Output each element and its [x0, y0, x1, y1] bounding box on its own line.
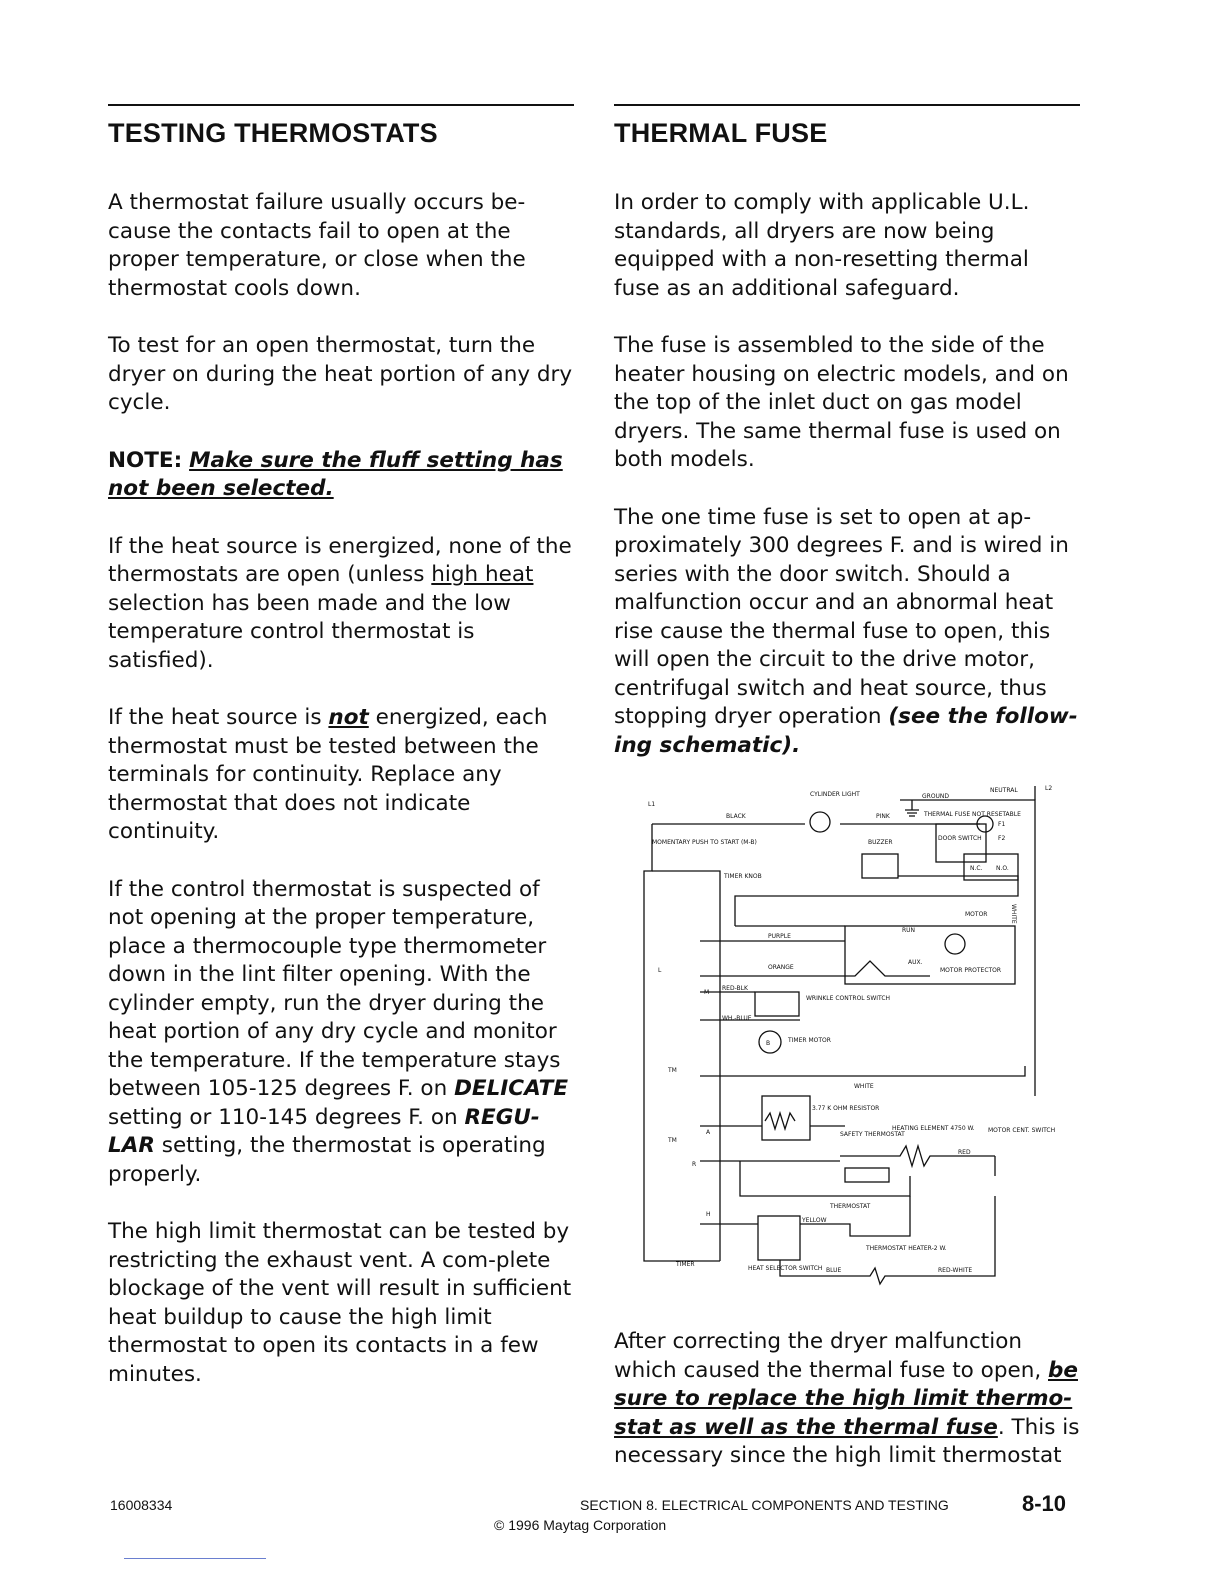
page-number: 8-10: [1022, 1491, 1067, 1516]
high-heat-text: high heat: [431, 562, 534, 587]
label-safety-thermostat: SAFETY THERMOSTAT: [840, 1131, 905, 1138]
wire-left-rail: [644, 824, 720, 1261]
label-aux: AUX.: [908, 959, 923, 966]
rp4-text-a: After correcting the dryer malfunction which caused the thermal fuse to open,: [614, 1329, 1048, 1383]
ground-icon: [905, 800, 919, 816]
rp4-text-b: . This is necessary since the high limit thermostat: [614, 1414, 1080, 1468]
label-r: R: [692, 1161, 697, 1168]
testing-thermostats-heading: TESTING THERMOSTATS: [108, 118, 438, 148]
bottom-rule: [124, 1558, 266, 1559]
cylinder-light-icon: [810, 812, 830, 832]
label-motor-cent-switch: MOTOR CENT. SWITCH: [988, 1127, 1056, 1134]
right-column: [614, 104, 1080, 760]
left-paragraph-5: [108, 876, 574, 1190]
copyright: © 1996 Maytag Corporation: [494, 1517, 667, 1533]
label-timer-knob: TIMER KNOB: [724, 873, 762, 880]
p5-text-c: setting, the thermostat is operating properly.: [108, 1133, 546, 1187]
label-f2: F2: [998, 835, 1006, 842]
label-neutral: NEUTRAL: [990, 787, 1018, 794]
label-nc: N.C.: [970, 865, 983, 872]
label-run: RUN: [902, 927, 916, 934]
label-a: A: [706, 1129, 711, 1136]
right-paragraph-2: The fuse is assembled to the side of the heater housing on electric models, and on the top of the inlet duct on gas model dryers. The same thermal fuse is used on both models.: [614, 333, 1069, 472]
label-white-vertical: WHITE: [1010, 904, 1017, 924]
label-thermal-fuse: THERMAL FUSE NOT RESETABLE: [924, 811, 1021, 818]
left-paragraph-6: The high limit thermostat can be tested by restricting the exhaust vent. A com-plete blockage of the vent will result in sufficient heat buildup to cause the high limit thermostat to open its contacts in a few minutes.: [108, 1219, 572, 1387]
note-text: Make sure the fluff setting has not been selected.: [108, 447, 563, 501]
label-tm-1: TM: [668, 1067, 677, 1074]
doc-number: 16008334: [110, 1497, 173, 1513]
thermal-fuse-heading: THERMAL FUSE: [614, 118, 828, 148]
p5-text-b: setting or 110-145 degrees F. on: [108, 1104, 465, 1130]
label-red-blk: RED-BLK: [722, 985, 748, 992]
right-column-lower: [614, 1328, 1080, 1471]
label-timer-motor: TIMER MOTOR: [788, 1037, 831, 1044]
left-column: [108, 104, 574, 1389]
label-red-white: RED-WHITE: [938, 1267, 973, 1274]
right-paragraph-3: [614, 504, 1080, 761]
not-emphasis: not: [328, 705, 369, 730]
heating-element: [840, 1146, 995, 1166]
label-l: L: [658, 967, 662, 974]
label-f1: F1: [998, 821, 1006, 828]
label-heating-element: HEATING ELEMENT 4750 W.: [892, 1125, 975, 1132]
p4-text-b: energized, each thermostat must be tested between the terminals for continuity. Replace any thermostat that does not indicate continuity.: [108, 705, 548, 844]
left-paragraph-4: [108, 704, 574, 847]
label-thermostat-heater: THERMOSTAT HEATER-2 W.: [866, 1245, 947, 1252]
replace-emphasis: be sure to replace the high limit thermo-stat as well as the thermal fuse: [614, 1357, 1078, 1440]
left-paragraph-3: [108, 533, 574, 676]
see-schematic-emphasis: (see the follow-ing schematic).: [614, 704, 1078, 758]
label-m: M: [704, 989, 710, 996]
label-wrinkle-control: WRINKLE CONTROL SWITCH: [806, 995, 891, 1002]
label-pink: PINK: [876, 813, 890, 820]
label-cylinder-light: CYLINDER LIGHT: [810, 791, 860, 798]
label-white: WHITE: [854, 1083, 874, 1090]
p5-text-a: If the control thermostat is suspected of not opening at the proper temperature, place a thermocouple type thermometer down in the lint filter opening. With the cylinder empty, run the dryer during the heat portion of any dry cycle and monitor the temperature. If the temperature stays between 105-125 degrees F. on: [108, 876, 561, 1101]
right-heading-rule: [614, 104, 1080, 106]
label-tm-2: TM: [668, 1137, 677, 1144]
label-ground: GROUND: [922, 793, 950, 800]
left-heading-rule: [108, 104, 574, 106]
motor-box: [845, 926, 1015, 984]
note-label: NOTE:: [108, 447, 183, 473]
regular-emphasis: REGU-LAR: [108, 1104, 540, 1158]
right-paragraph-1: In order to comply with applicable U.L. standards, all dryers are now being equipped with a non-resetting thermal fuse as an additional safeguard.: [614, 190, 1030, 301]
label-l1: L1: [648, 801, 656, 808]
label-h: H: [706, 1211, 711, 1218]
label-no: N.O.: [996, 865, 1009, 872]
rp3-text-a: The one time fuse is set to open at ap-proximately 300 degrees F. and is wired in series with the door switch. Should a malfunction occur and an abnormal heat rise cause the thermal fuse to open, this will open the circuit to the drive motor, centrifugal switch and heat source, thus stopping dryer operation: [614, 504, 1069, 729]
label-thermostat: THERMOSTAT: [830, 1203, 871, 1210]
label-timer: TIMER: [676, 1261, 695, 1268]
label-b: B: [766, 1040, 771, 1047]
buzzer-icon: [862, 854, 898, 878]
label-l2: L2: [1045, 785, 1053, 792]
wire-white: [700, 1066, 1025, 1076]
label-resistor: 3.77 K OHM RESISTOR: [812, 1105, 880, 1112]
motor-icon: [945, 934, 965, 954]
wrinkle-control-switch: [755, 992, 799, 1016]
label-yellow: YELLOW: [802, 1217, 827, 1224]
right-paragraph-4: [614, 1328, 1080, 1471]
p4-text-a: If the heat source is: [108, 705, 329, 730]
label-orange: ORANGE: [768, 964, 794, 971]
label-door-switch: DOOR SWITCH: [938, 835, 982, 842]
label-momentary-switch: MOMENTARY PUSH TO START (M-B): [652, 839, 757, 846]
label-wh-blue: WH.-BLUE: [722, 1015, 752, 1022]
left-paragraph-2: To test for an open thermostat, turn the dryer on during the heat portion of any dry cycle.: [108, 333, 573, 415]
label-motor-protector: MOTOR PROTECTOR: [940, 967, 1002, 974]
section-label: SECTION 8. ELECTRICAL COMPONENTS AND TESTING: [580, 1497, 949, 1513]
label-purple: PURPLE: [768, 933, 791, 940]
resistor-box: [762, 1096, 810, 1140]
p3-text-a: If the heat source is energized, none of the thermostats are open (unless: [108, 533, 572, 587]
label-red: RED: [958, 1149, 971, 1156]
safety-thermostat-box: [845, 1168, 889, 1182]
label-motor: MOTOR: [965, 911, 988, 918]
label-blue: BLUE: [826, 1267, 842, 1274]
label-heat-selector: HEAT SELECTOR SWITCH: [748, 1265, 823, 1272]
heat-selector-switch: [758, 1216, 800, 1260]
dryer-wiring-schematic: [640, 776, 1060, 1296]
label-black: BLACK: [726, 813, 746, 820]
label-buzzer: BUZZER: [868, 839, 893, 846]
left-paragraph-1: A thermostat failure usually occurs be-cause the contacts fail to open at the proper temperature, or close when the thermostat cools down.: [108, 190, 526, 301]
delicate-emphasis: DELICATE: [454, 1076, 569, 1101]
p3-text-b: selection has been made and the low temperature control thermostat is satisfied).: [108, 590, 511, 673]
note-paragraph: [108, 447, 574, 504]
